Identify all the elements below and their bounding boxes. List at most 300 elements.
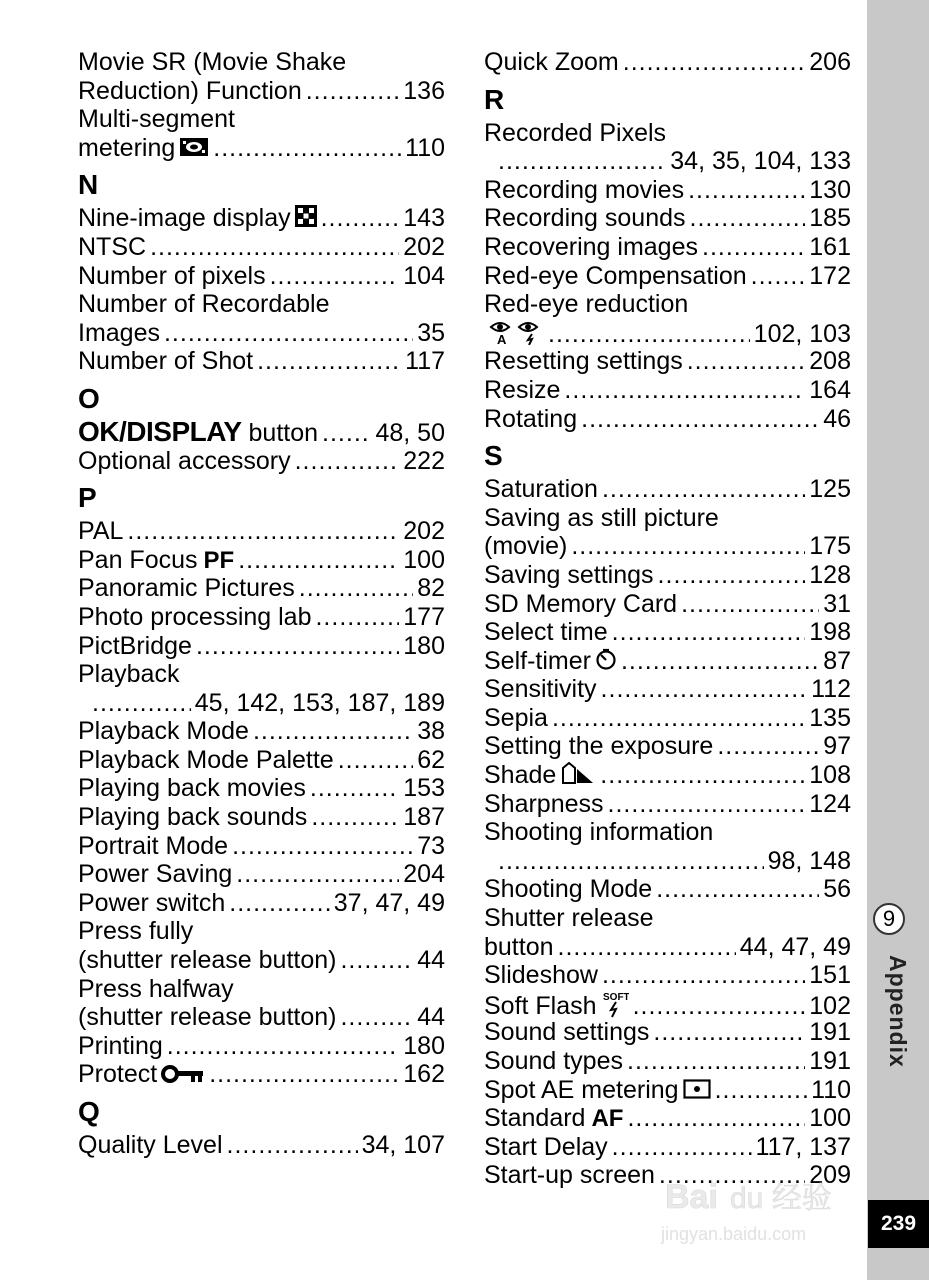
index-term-continuation: button: [484, 932, 554, 961]
dot-leader: [715, 1076, 808, 1105]
index-term: Select time: [484, 618, 608, 647]
page-reference: 44: [417, 1003, 445, 1032]
dot-leader: [315, 603, 399, 632]
index-term: Setting the exposure: [484, 732, 714, 761]
page-reference: 102: [809, 991, 851, 1020]
index-letter-heading: P: [78, 482, 97, 514]
index-term: Soft Flash: [484, 991, 597, 1020]
index-entry: [484, 1104, 851, 1133]
index-entry-line: [78, 262, 445, 291]
index-entry-line: [78, 946, 445, 975]
page-reference: 177: [403, 602, 445, 631]
index-entry: [484, 1133, 851, 1162]
index-entry: [484, 904, 851, 961]
index-entry-line: [78, 746, 445, 775]
index-entry-line: [484, 561, 851, 590]
baidu-watermark: [655, 1168, 885, 1248]
dot-leader: [340, 1003, 413, 1032]
index-entry-line: [78, 48, 445, 77]
page-reference: 128: [809, 560, 851, 589]
index-entry-line: [484, 790, 851, 819]
dot-leader: [209, 1060, 399, 1089]
page-reference: 172: [809, 261, 851, 290]
index-term: Playing back sounds: [78, 803, 308, 832]
index-entry: [78, 632, 445, 661]
dot-leader: [150, 233, 399, 262]
index-entry: [78, 660, 445, 717]
index-entry-line: [484, 590, 851, 619]
dot-leader: [127, 517, 399, 546]
index-entry: [484, 119, 851, 176]
index-entry-line: [484, 675, 851, 704]
index-entry-line: [484, 405, 851, 434]
dot-leader: [232, 832, 413, 861]
dot-leader: [658, 561, 806, 590]
page-number: 239: [868, 1200, 929, 1248]
index-entry: [484, 561, 851, 590]
index-term: Playback Mode: [78, 717, 249, 746]
page-reference: 82: [417, 574, 445, 603]
index-term: Rotating: [484, 404, 578, 433]
index-entry: [484, 405, 851, 434]
index-entry-line: [78, 1060, 445, 1089]
index-term: Shooting Mode: [484, 875, 653, 904]
page-reference: 222: [403, 446, 445, 475]
index-entry: [484, 675, 851, 704]
page-reference: 180: [403, 1031, 445, 1060]
svg-text:du 经验: du 经验: [730, 1182, 832, 1215]
dot-leader: [623, 48, 806, 77]
index-entry-line: [484, 875, 851, 904]
index-letter-heading: O: [78, 382, 100, 414]
index-term: Protect: [78, 1060, 158, 1089]
index-entry: [484, 618, 851, 647]
index-term: Quick Zoom: [484, 48, 619, 76]
dot-leader: [213, 134, 401, 163]
svg-text:A: A: [497, 331, 507, 345]
index-term: Start Delay: [484, 1132, 608, 1161]
dot-leader: [717, 732, 819, 761]
page-reference: 135: [809, 703, 851, 732]
index-entry: [78, 975, 445, 1032]
index-entry-line: [78, 574, 445, 603]
index-entry: [78, 415, 445, 447]
index-entry-line: [78, 660, 445, 689]
page-reference: 87: [823, 646, 851, 675]
svg-text:SOFT: SOFT: [602, 991, 629, 1003]
index-entry-line: [78, 832, 445, 861]
dot-leader: [548, 320, 750, 349]
index-entry: [484, 347, 851, 376]
page-reference: 143: [403, 204, 445, 233]
index-entry-line: [484, 732, 851, 761]
page-reference: 110: [811, 1075, 851, 1104]
index-term: Sound types: [484, 1047, 623, 1075]
index-entry: [484, 590, 851, 619]
dot-leader: [681, 590, 819, 619]
page-reference: 108: [809, 761, 851, 790]
index-term: Sound settings: [484, 1018, 650, 1047]
svg-text:Bai: Bai: [665, 1178, 718, 1216]
index-term: Red-eye Compensation: [484, 261, 747, 290]
index-entry: [484, 1076, 851, 1105]
dot-leader: [299, 574, 413, 603]
page-reference: 31: [823, 589, 851, 618]
index-term: Optional accessory: [78, 446, 291, 475]
page-reference: 73: [417, 831, 445, 860]
index-entry-line: [78, 632, 445, 661]
index-entry-line: [484, 119, 851, 148]
index-entry-line: [78, 415, 445, 447]
index-entry-line: [78, 204, 445, 233]
index-entry-line: [484, 204, 851, 233]
index-term: Sensitivity: [484, 675, 597, 704]
index-entry-line: [484, 147, 851, 176]
index-entry: [484, 176, 851, 205]
index-entry-line: [484, 347, 851, 376]
index-entry-line: [484, 1104, 851, 1133]
dot-leader: [633, 992, 806, 1021]
index-entry-line: [78, 774, 445, 803]
index-entry-line: [78, 105, 445, 134]
index-column-right: [484, 48, 851, 1190]
index-term: Recovering images: [484, 232, 698, 261]
index-term: PAL: [78, 517, 124, 546]
index-entry-line: [484, 990, 851, 1019]
index-entry-line: [78, 1131, 445, 1160]
page-reference: 34, 35, 104, 133: [670, 147, 851, 176]
dot-leader: [552, 704, 805, 733]
index-term: Saving settings: [484, 560, 654, 589]
dot-leader: [600, 761, 805, 790]
index-term: Saving as still picture: [484, 503, 719, 532]
page-reference: 124: [809, 789, 851, 818]
page-reference: 100: [403, 545, 445, 574]
index-term: Spot AE metering: [484, 1075, 679, 1104]
index-term: Quality Level: [78, 1131, 223, 1159]
dot-leader: [564, 376, 805, 405]
ok-display-button-label: OK/DISPLAY: [78, 415, 242, 447]
dot-leader: [227, 1131, 358, 1160]
index-entry-line: [484, 504, 851, 533]
dot-leader: [498, 847, 764, 876]
index-entry: [78, 546, 445, 575]
index-entry-line: [484, 176, 851, 205]
dot-leader: [621, 647, 819, 676]
page-reference: 117: [405, 347, 445, 376]
index-entry: [484, 647, 851, 676]
index-term: Press halfway: [78, 974, 234, 1003]
page-reference: 204: [403, 860, 445, 889]
page-reference: 187: [403, 803, 445, 832]
index-entry-line: [78, 546, 445, 575]
chapter-sidebar: [867, 0, 929, 1280]
page-reference: 37, 47, 49: [333, 888, 445, 917]
index-term: Start-up screen: [484, 1161, 655, 1190]
index-term-continuation: (movie): [484, 532, 568, 561]
index-entry: [78, 48, 445, 105]
index-entry: [78, 204, 445, 233]
index-entry-line: [78, 447, 445, 476]
index-entry-line: [484, 376, 851, 405]
index-entry: [78, 262, 445, 291]
index-entry-line: [484, 647, 851, 676]
dot-leader: [581, 405, 819, 434]
index-entry: [78, 889, 445, 918]
page-reference: 151: [809, 961, 851, 990]
index-entry: [484, 204, 851, 233]
index-term: Multi-segment: [78, 105, 235, 134]
index-entry-line: [78, 347, 445, 376]
index-entry: [78, 603, 445, 632]
index-term: Number of Shot: [78, 347, 254, 376]
chapter-number-badge: 9: [873, 903, 905, 935]
dot-leader: [295, 447, 400, 476]
index-entry-line: [78, 603, 445, 632]
page-reference: 38: [417, 717, 445, 746]
index-entry: [484, 376, 851, 405]
page-reference: 153: [403, 774, 445, 803]
dot-leader: [321, 204, 400, 233]
multi-segment-metering-icon: [179, 135, 209, 164]
index-entry-line: [78, 233, 445, 262]
svg-text:jingyan.baidu.com: jingyan.baidu.com: [661, 1224, 807, 1244]
index-term: Number of pixels: [78, 261, 266, 290]
index-term: Portrait Mode: [78, 831, 229, 860]
index-entry: [78, 105, 445, 162]
index-entry: [484, 48, 851, 77]
index-entry-line: [484, 1018, 851, 1047]
nine-image-display-icon: [295, 205, 317, 234]
index-entry: [484, 875, 851, 904]
index-entry: [78, 746, 445, 775]
index-entry-line: [484, 618, 851, 647]
index-entry-line: [484, 761, 851, 790]
index-entry-line: [484, 818, 851, 847]
index-entry: [78, 347, 445, 376]
dot-leader: [653, 1018, 805, 1047]
page-reference: 35: [417, 318, 445, 347]
index-entry-line: [484, 704, 851, 733]
dot-leader: [322, 419, 371, 448]
index-term: PictBridge: [78, 631, 192, 660]
dot-leader: [612, 618, 806, 647]
index-entry-line: [484, 933, 851, 962]
index-entry-line: [78, 803, 445, 832]
dot-leader: [602, 961, 805, 990]
index-entry-line: [78, 717, 445, 746]
dot-leader: [253, 717, 413, 746]
index-entry-line: [484, 1133, 851, 1162]
index-entry-line: [484, 904, 851, 933]
index-term: Power switch: [78, 888, 226, 917]
dot-leader: [310, 774, 399, 803]
page-reference: 202: [403, 232, 445, 261]
index-term-continuation: Reduction) Function: [78, 76, 302, 105]
index-term: Power Saving: [78, 860, 233, 889]
index-term: Printing: [78, 1031, 163, 1060]
index-entry: [78, 1032, 445, 1061]
page-reference: 112: [811, 675, 851, 704]
page-reference: 185: [809, 204, 851, 233]
index-entry: [78, 803, 445, 832]
page-reference: 191: [809, 1018, 851, 1047]
index-entry: [78, 447, 445, 476]
index-term-continuation: (shutter release button): [78, 1003, 337, 1032]
key-icon: [161, 1062, 205, 1091]
index-entry-line: [484, 1076, 851, 1105]
index-entry-line: [78, 134, 445, 163]
dot-leader: [690, 204, 806, 233]
page-reference: 198: [809, 618, 851, 647]
index-term: Playback: [78, 660, 180, 689]
index-entry-line: [78, 517, 445, 546]
index-term: button: [248, 418, 319, 447]
index-entry-line: [484, 319, 851, 348]
index-entry-line: [78, 290, 445, 319]
page-reference: 175: [809, 532, 851, 561]
index-term: Photo processing lab: [78, 602, 312, 631]
index-term: NTSC: [78, 232, 147, 261]
index-term: Shooting information: [484, 818, 714, 847]
page-reference: 100: [809, 1104, 851, 1133]
index-entry: [484, 233, 851, 262]
page-reference: 98, 148: [767, 846, 851, 875]
index-term: Sharpness: [484, 789, 604, 818]
page-reference: 44: [417, 946, 445, 975]
shade-icon: [560, 761, 596, 792]
dot-leader: [196, 632, 399, 661]
index-entry-line: [484, 48, 851, 77]
page-reference: 191: [809, 1047, 851, 1075]
index-entry: [78, 917, 445, 974]
index-term: Recording movies: [484, 175, 685, 204]
index-term: SD Memory Card: [484, 589, 678, 618]
dot-leader: [627, 1047, 805, 1076]
index-entry: [484, 990, 851, 1019]
page-reference: 206: [809, 48, 851, 76]
index-letter-heading: S: [484, 440, 503, 472]
page-reference: 34, 107: [361, 1131, 445, 1159]
index-term: Press fully: [78, 917, 194, 946]
index-entry: [78, 574, 445, 603]
index-entry: [484, 504, 851, 561]
index-entry: [78, 517, 445, 546]
dot-leader: [498, 147, 666, 176]
dot-leader: [702, 233, 805, 262]
index-entry-line: [484, 262, 851, 291]
page-reference: 161: [809, 232, 851, 261]
index-term: Slideshow: [484, 961, 598, 990]
self-timer-icon: [595, 648, 617, 677]
index-entry-line: [484, 290, 851, 319]
index-entry: [78, 233, 445, 262]
index-entry: [78, 717, 445, 746]
spot-metering-icon: [683, 1077, 711, 1106]
index-term: Shade: [484, 761, 557, 790]
page-reference: 44, 47, 49: [739, 932, 851, 961]
page-reference: 56: [823, 875, 851, 904]
index-term: Movie SR (Movie Shake: [78, 48, 347, 76]
page-reference: 48, 50: [375, 418, 445, 447]
index-term: Standard: [484, 1104, 586, 1133]
index-entry-line: [484, 233, 851, 262]
index-entry-line: [78, 975, 445, 1004]
index-entry-line: [78, 319, 445, 348]
index-entry: [484, 1018, 851, 1047]
index-term: Recorded Pixels: [484, 118, 667, 147]
page-reference: 117, 137: [755, 1132, 851, 1161]
index-entry: [484, 818, 851, 875]
index-letter-heading: Q: [78, 1096, 100, 1127]
index-entry: [484, 475, 851, 504]
index-term-continuation: (shutter release button): [78, 946, 337, 975]
index-entry-line: [78, 689, 445, 718]
index-entry: [484, 262, 851, 291]
dot-leader: [751, 262, 806, 291]
dot-leader: [229, 889, 330, 918]
index-entry: [78, 290, 445, 347]
index-term: Red-eye reduction: [484, 290, 689, 319]
dot-leader: [92, 689, 191, 718]
dot-leader: [167, 1032, 400, 1061]
index-entry-line: [78, 860, 445, 889]
dot-leader: [688, 176, 805, 205]
index-term: Nine-image display: [78, 204, 291, 233]
page-reference: 209: [809, 1161, 851, 1190]
page-reference: 45, 142, 153, 187, 189: [194, 688, 445, 717]
index-entry-line: [484, 532, 851, 561]
page-reference: 136: [403, 76, 445, 105]
chapter-label: Appendix: [885, 955, 911, 1068]
page-reference: 130: [809, 175, 851, 204]
index-column-left: [78, 48, 445, 1160]
index-entry: [484, 1047, 851, 1076]
dot-leader: [687, 347, 806, 376]
page-reference: 104: [403, 261, 445, 290]
index-letter-heading: R: [484, 83, 505, 115]
dot-leader: [601, 675, 808, 704]
index-entry: [484, 790, 851, 819]
page-reference: 97: [823, 732, 851, 761]
index-term: Sepia: [484, 703, 548, 732]
page-reference: 180: [403, 631, 445, 660]
page-reference: 162: [403, 1060, 445, 1089]
page-reference: 62: [417, 745, 445, 774]
dot-leader: [340, 946, 413, 975]
page-reference: 202: [403, 517, 445, 546]
page-reference: 208: [809, 347, 851, 376]
index-entry-line: [484, 961, 851, 990]
index-entry: [484, 961, 851, 990]
index-term: Pan Focus: [78, 545, 198, 574]
index-entry: [78, 1060, 445, 1089]
index-entry-line: [78, 1003, 445, 1032]
index-entry-line: [78, 77, 445, 106]
index-entry: [78, 832, 445, 861]
dot-leader: [338, 746, 413, 775]
dot-leader: [257, 347, 401, 376]
index-entry: [484, 732, 851, 761]
index-entry: [484, 704, 851, 733]
page-reference: 102, 103: [753, 319, 851, 348]
index-entry-line: [484, 475, 851, 504]
page-reference: 46: [823, 404, 851, 433]
index-entry-line: [78, 889, 445, 918]
index-term: Resize: [484, 375, 561, 404]
index-term: Saturation: [484, 475, 598, 504]
page-reference: 125: [809, 475, 851, 504]
